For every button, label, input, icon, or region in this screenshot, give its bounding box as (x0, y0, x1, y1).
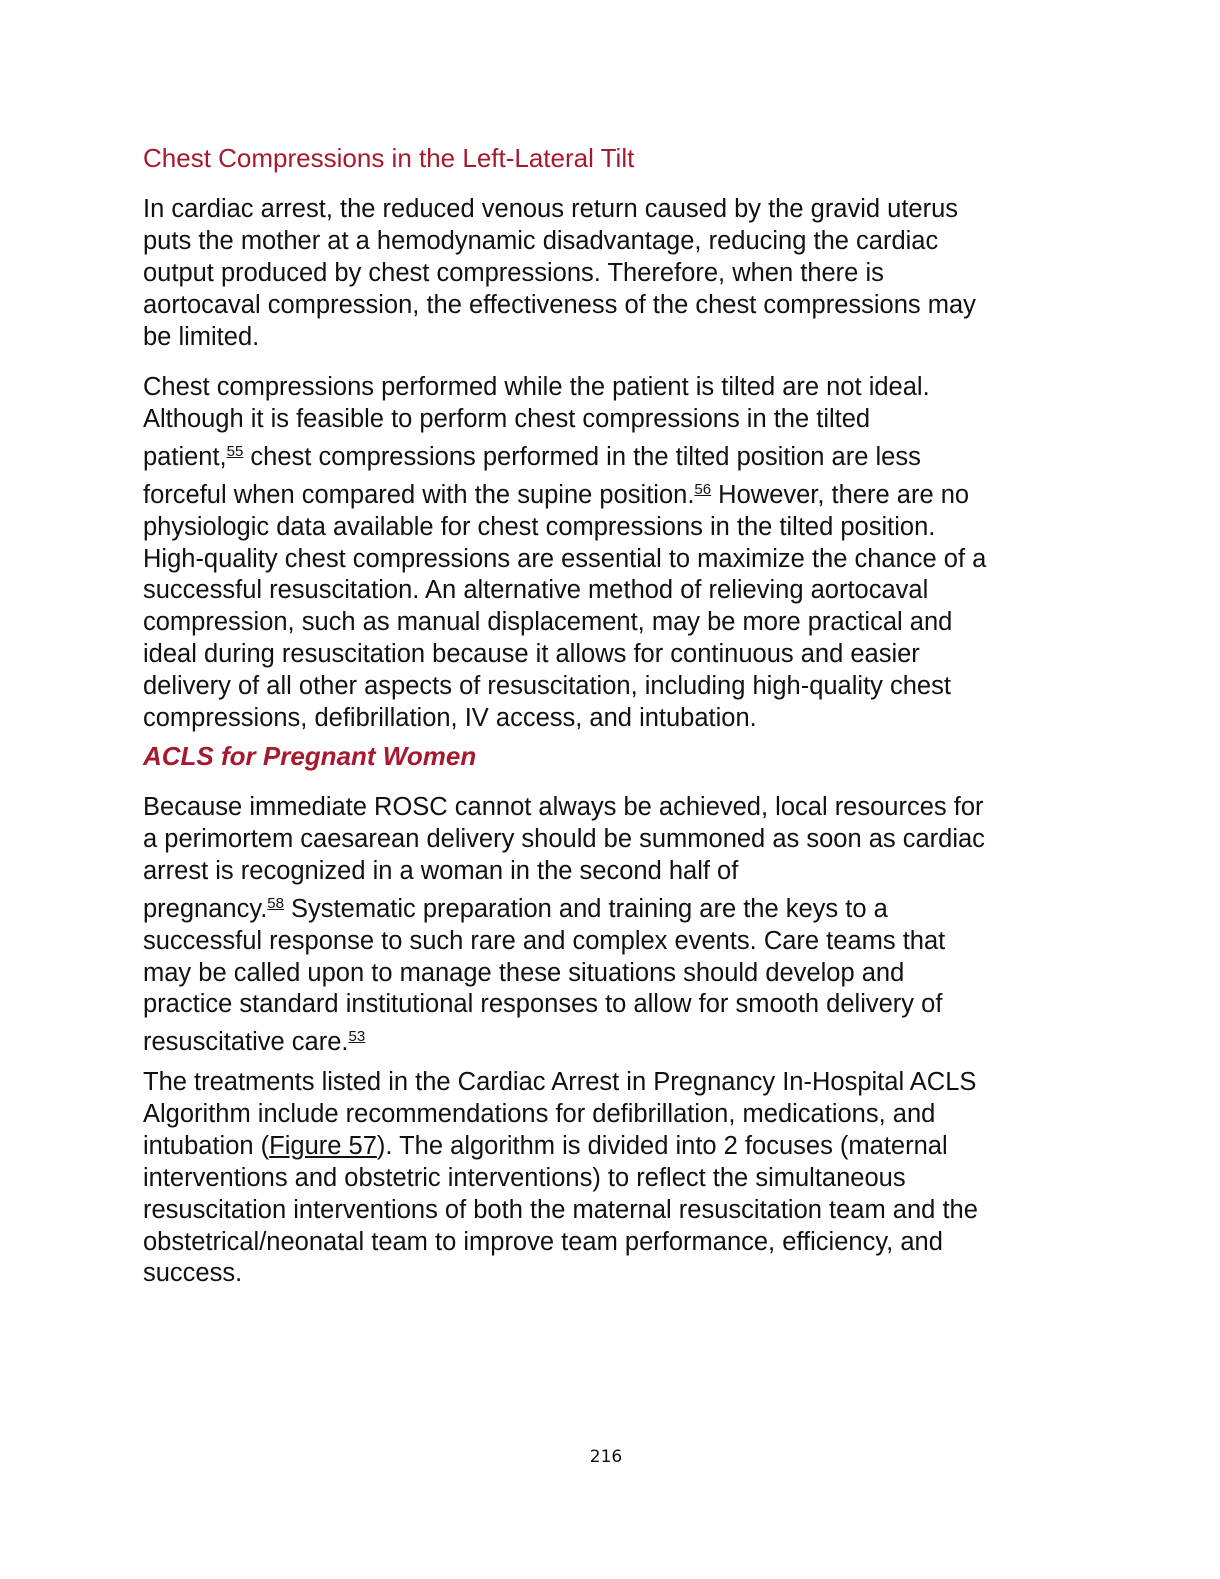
text-span: obstetrical/neonatal team to improve team performance, efficiency, and (143, 1227, 943, 1256)
text-line (143, 792, 985, 824)
citation-link[interactable]: 55 (226, 442, 244, 460)
text-span: output produced by chest compressions. Therefore, when there is (143, 258, 884, 287)
text-line (143, 575, 986, 607)
text-span: compression, such as manual displacement, may be more practical and (143, 608, 953, 637)
text-line (143, 372, 986, 404)
text-line (143, 1099, 978, 1131)
text-line (143, 226, 976, 258)
text-line (143, 404, 986, 436)
section-heading: Chest Compressions in the Left-Lateral Tilt (143, 143, 635, 173)
text-line (143, 1021, 985, 1059)
text-line (143, 322, 976, 354)
text-line (143, 958, 985, 990)
text-line (143, 194, 976, 226)
text-line (143, 989, 985, 1021)
text-span: Systematic preparation and training are the keys to a (283, 894, 888, 923)
text-line (143, 703, 986, 735)
text-line (143, 926, 985, 958)
text-line (143, 1131, 978, 1163)
text-span: success. (143, 1259, 243, 1288)
text-span: successful response to such rare and complex events. Care teams that (143, 926, 946, 955)
text-line (143, 474, 986, 512)
text-line (143, 544, 986, 576)
paragraph (143, 1067, 978, 1290)
text-span: Because immediate ROSC cannot always be achieved, local resources for (143, 793, 984, 821)
text-line (143, 671, 986, 703)
subsection-heading: ACLS for Pregnant Women (143, 741, 477, 771)
text-line (143, 856, 985, 888)
text-line (143, 1258, 978, 1290)
text-span: resuscitation interventions of both the maternal resuscitation team and the (143, 1195, 978, 1224)
text-span: ). The algorithm is divided into 2 focuses (maternal (376, 1131, 948, 1160)
text-span: forceful when compared with the supine position. (143, 480, 695, 509)
text-span: a perimortem caesarean delivery should be summoned as soon as cardiac (143, 824, 985, 853)
text-span: Chest compressions performed while the patient is tilted are not ideal. (143, 373, 930, 401)
text-span: interventions and obstetric interventions) to reflect the simultaneous (143, 1163, 906, 1192)
text-line (143, 888, 985, 926)
text-line (143, 1163, 978, 1195)
text-line (143, 436, 986, 474)
text-span: practice standard institutional responses to allow for smooth delivery of (143, 990, 943, 1019)
text-span: ideal during resuscitation because it allows for continuous and easier (143, 640, 920, 669)
text-line (143, 639, 986, 671)
text-line (143, 512, 986, 544)
citation-link[interactable]: 58 (267, 894, 284, 912)
text-line (143, 258, 976, 290)
text-span: delivery of all other aspects of resuscitation, including high-quality chest (143, 672, 951, 701)
paragraph (143, 792, 985, 1059)
text-span: puts the mother at a hemodynamic disadvantage, reducing the cardiac (143, 226, 939, 255)
text-line (143, 607, 986, 639)
text-span: chest compressions performed in the tilted position are less (243, 442, 921, 471)
text-span: may be called upon to manage these situations should develop and (143, 958, 905, 987)
text-span: compressions, defibrillation, IV access, and intubation. (143, 704, 757, 733)
page-number: 216 (589, 1447, 623, 1467)
text-span: arrest is recognized in a woman in the second half of (143, 856, 739, 885)
figure-link[interactable]: Figure 57 (269, 1131, 377, 1160)
text-span: resuscitative care. (143, 1028, 349, 1057)
text-line (143, 290, 976, 322)
text-span: pregnancy. (143, 894, 268, 923)
citation-link[interactable]: 53 (348, 1028, 366, 1046)
text-span: Algorithm include recommendations for defibrillation, medications, and (143, 1099, 936, 1128)
text-span: be limited. (143, 322, 260, 351)
text-span: physiologic data available for chest compressions in the tilted position. (143, 512, 936, 541)
text-span: aortocaval compression, the effectiveness of the chest compressions may (143, 290, 976, 319)
text-line (143, 1227, 978, 1259)
text-line (143, 824, 985, 856)
paragraph (143, 194, 976, 354)
text-span: The treatments listed in the Cardiac Arrest in Pregnancy In-Hospital ACLS (143, 1068, 977, 1096)
text-line (143, 1067, 978, 1099)
text-span: patient, (143, 442, 227, 471)
text-span: intubation ( (143, 1131, 270, 1160)
paragraph (143, 372, 986, 735)
text-span: However, there are no (711, 480, 970, 509)
text-span: successful resuscitation. An alternative method of relieving aortocaval (143, 576, 929, 605)
text-span: High-quality chest compressions are essential to maximize the chance of a (143, 544, 987, 573)
text-span: In cardiac arrest, the reduced venous return caused by the gravid uterus (143, 195, 959, 223)
citation-link[interactable]: 56 (694, 480, 712, 498)
text-line (143, 1195, 978, 1227)
text-span: Although it is feasible to perform chest compressions in the tilted (143, 404, 871, 433)
